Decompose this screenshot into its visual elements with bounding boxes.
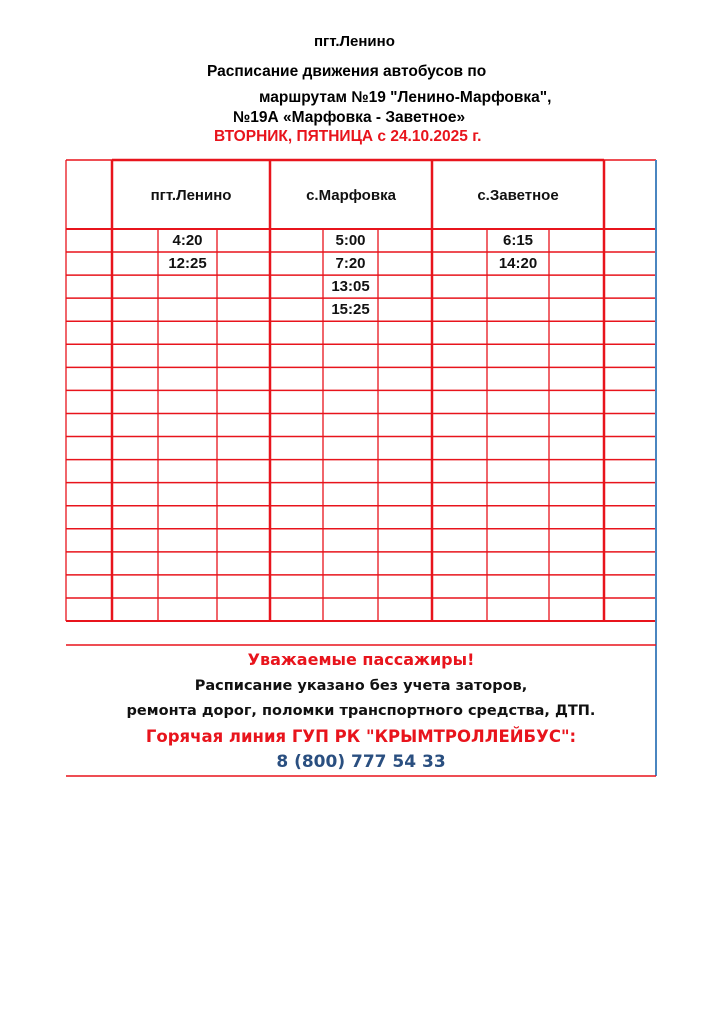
schedule-title-line3: №19А «Марфовка - Заветное» [233, 109, 466, 126]
departure-time-lenino: 4:20 [172, 232, 203, 249]
column-header-marfovka: с.Марфовка [306, 187, 396, 204]
departure-time-marfovka: 15:25 [331, 301, 370, 319]
locality-title: пгт.Ленино [314, 33, 395, 50]
column-header-lenino: пгт.Ленино [150, 187, 232, 204]
departure-time-zavetnoe: 14:20 [498, 255, 538, 273]
schedule-title-line2: маршрутам №19 "Ленино-Марфовка", [259, 89, 552, 106]
days-effective-date: ВТОРНИК, ПЯТНИЦА с 24.10.2025 г. [214, 128, 482, 145]
departure-time-marfovka: 7:20 [335, 255, 366, 273]
departure-time-lenino: 12:25 [168, 255, 207, 273]
hotline-label: Горячая линия ГУП РК "КРЫМТРОЛЛЕЙБУС": [145, 727, 577, 746]
departure-time-marfovka: 13:05 [331, 278, 370, 296]
notice-line2: ремонта дорог, поломки транспортного средства, ДТП. [126, 703, 596, 719]
hotline-phone[interactable]: 8 (800) 777 54 33 [276, 752, 446, 772]
column-header-zavetnoe: с.Заветное [477, 187, 559, 204]
departure-time-zavetnoe: 6:15 [502, 232, 534, 249]
schedule-title-line1: Расписание движения автобусов по [207, 63, 487, 80]
notice-greeting: Уважаемые пассажиры! [247, 650, 475, 669]
departure-time-marfovka: 5:00 [335, 232, 366, 249]
notice-line1: Расписание указано без учета заторов, [194, 678, 528, 694]
